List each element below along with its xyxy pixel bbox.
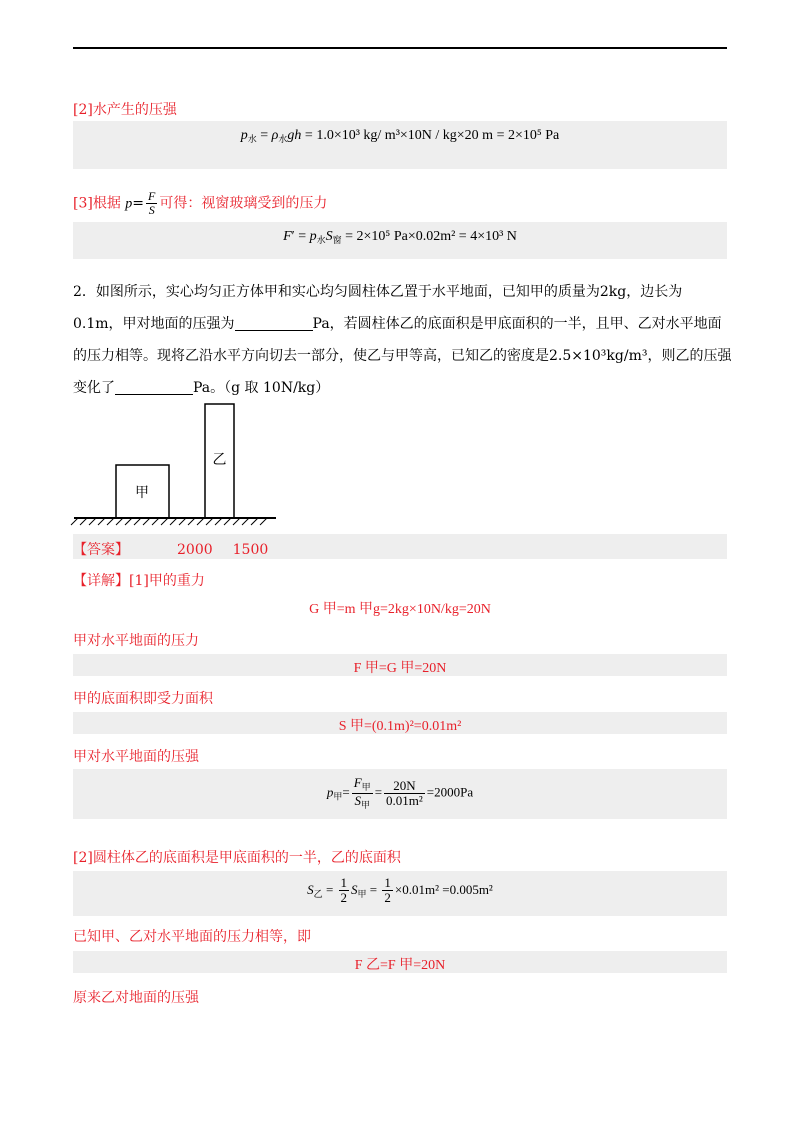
hatch-mark [98,518,105,525]
formula-pressure: $p_甲=$ $\frac{F_甲}{S_甲}$ = $\frac{20N}{\text{0.01m²}}$ =2000Pa [326,775,474,810]
hatch-mark [89,518,96,525]
hatch-mark [143,518,150,525]
hatch-mark [242,518,249,525]
hatch-mark [188,518,195,525]
hatch-mark [215,518,222,525]
detail-step1: 【详解】[1]甲的重力 [73,573,205,589]
hatch-mark [71,518,78,525]
step2-label: [2]水产生的压强 [73,102,177,118]
detail-orig: 原来乙对地面的压强 [73,990,199,1006]
answer-blank-1[interactable] [235,316,313,331]
hatch-mark [197,518,204,525]
detail-press-force: 甲对水平地面的压力 [73,633,199,649]
question2-line1: 2．如图所示，实心均匀正方体甲和实心均匀圆柱体乙置于水平地面，已知甲的质量为2kg，边长为 [73,284,683,300]
detail-area: 甲的底面积即受力面积 [73,691,213,707]
answer-blank-2[interactable] [115,380,193,395]
hatch-mark [116,518,123,525]
hatch-mark [161,518,168,525]
label-jia: 甲 [135,485,149,501]
formula-glass-force: $F' = p_水S_窗 = 2\times 10^5$ Pa×0.02m² = 4×10³ N [283,229,517,245]
detail-equal: 已知甲、乙对水平地面的压力相等，即 [73,929,311,945]
header-rule [73,47,727,49]
question2-line2: 0.1m，甲对地面的压强为 Pa，若圆柱体乙的底面积是甲底面积的一半，且甲、乙对水平地面 [73,316,722,332]
hatch-mark [170,518,177,525]
figure-cube-cylinder [70,398,280,528]
formula-force-equal: F 乙=F 甲=20N [354,958,446,973]
hatch-mark [107,518,114,525]
question2-line4: 变化了 Pa。（g 取 10N/kg） [73,380,330,396]
hatch-mark [206,518,213,525]
hatch-mark [251,518,258,525]
formula-water-pressure: $p_水 = \rho_水gh = 1.0\times 10^3$ kg/ m³×10N / kg×20 m = 2×10⁵ Pa [240,128,560,144]
label-yi: 乙 [212,452,227,468]
answer-line: 【答案】 2000 1500 [73,542,269,558]
formula-force: F 甲=G 甲=20N [353,661,447,676]
formula-area-yi: $S_乙$ = $\frac{1}{2}$ $S_甲$ = $\frac{1}{2}$ ×0.01m² =0.005m² [307,875,493,906]
hatch-mark [125,518,132,525]
hatch-mark [80,518,87,525]
detail-pressure: 甲对水平地面的压强 [73,749,199,765]
question2-line3: 的压力相等。现将乙沿水平方向切去一部分，使乙与甲等高，已知乙的密度是2.5×10³kg/m³，则乙的压强 [73,348,732,364]
detail-step2: [2]圆柱体乙的底面积是甲底面积的一半，乙的底面积 [73,850,401,866]
formula-area: S 甲=(0.1m)²=0.01m² [338,719,462,734]
hatch-mark [260,518,267,525]
hatch-mark [152,518,159,525]
formula-gravity: G 甲=m 甲g=2kg×10N/kg=20N [309,602,491,617]
step3-label: [3]根据 p= $\frac{F}{S}$ 可得：视窗玻璃受到的压力 [73,189,328,218]
hatch-mark [233,518,240,525]
hatch-mark [179,518,186,525]
hatch-mark [224,518,231,525]
hatch-mark [134,518,141,525]
ground-hatching [71,518,267,525]
